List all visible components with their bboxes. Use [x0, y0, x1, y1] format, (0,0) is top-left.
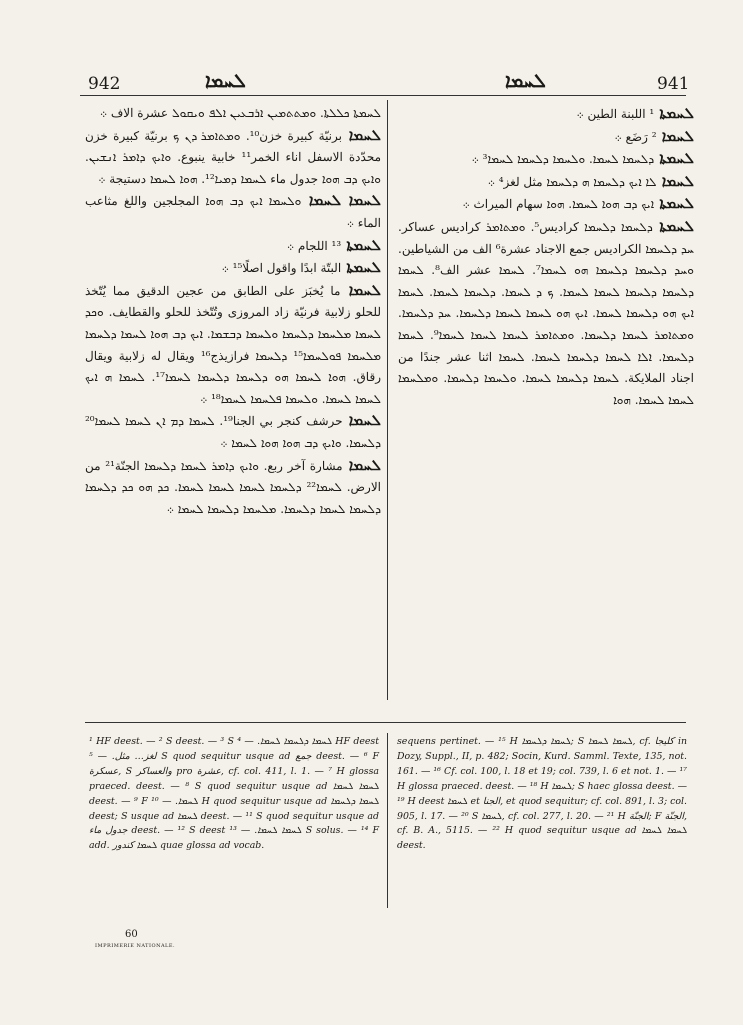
entry-lemma: ܠܚܡܬܐ [654, 149, 694, 168]
footnotes-left [89, 735, 379, 854]
entry-lemma: ܠܚܡܐ [340, 280, 381, 299]
entry-lemma: ܠܚܡܐ [342, 455, 381, 474]
footnote-divider [387, 733, 388, 908]
entry-text: ܘܠܚܡܐ ܐܝܟ ܕܒ ܗܘܐ المجلجين واللغ مثاعب الماء ܀ [85, 194, 381, 230]
entry-lemma: ܠܚܡܬܐ [652, 216, 694, 235]
dictionary-entry [85, 257, 381, 280]
footnote-text: sequens pertinet. — ¹⁵ H ܠܚܡܐ ܕܠܚܡܐ; S ܠܚܡܐ ܠܚܡܐ, cf. كليجا in Dozy, Suppl., II, p. 482; Socin, Kurd. Samml. Texte, 135, not. 161. — ¹⁶ Cf. col. 100, l. 18 et 19; col. 739, l. 6 et not. 1. — ¹⁷ H glossa praeced. deest. — ¹⁸ H ܠܚܡܐ; S haec glossa deest. — ¹⁹ H deest ܠܚܡܐ et الجنا, et quod sequitur; cf. col. 891, l. 3; col. 905, l. 17. — ²⁰ S ܠܚܡܐ, cf. col. 277, l. 20. — ²¹ H الجنّة; F الجنّة, cf. B. A., 5115. — ²² H quod sequitur usque ad ܠܚܡܐ ܠܚܡܐ deest. [397, 736, 687, 852]
entry-lemma: ܠܚܡܬܐ [341, 235, 381, 254]
dictionary-entry [85, 235, 381, 258]
footnote-text: ¹ HF deest. — ² S deest. — ³ S ܠܚܡܐ ܕܠܚܡܐ ܠܚܡܐ. — ⁴ HF deest لغز… مثل. — ⁵ S quod sequitur usque ad جمع deest. — ⁶ F عسكرة, S والعساكر pro عشرة, cf. col. 411, l. 1. — ⁷ H glossa praeced. deest. — ⁸ S quod sequitur usque ad ܠܚܡܐ ܠܚܡܐ deest. — ⁹ F ܠܚܡܐ. — ¹⁰ H quod sequitur usque ad ܠܚܡܐ ܕܠܚܡܐ deest; S usque ad ܠܚܡܐ deest. — ¹¹ S quod sequitur usque ad جدول ماء deest. — ¹² S deest ܠܚܡܐ ܠܚܡܐ. — ¹³ S solus. — ¹⁴ F add. ܠܚܡܐ كندور quae glossa ad vocab. [89, 736, 380, 852]
right-running-title: ܠܚܡܐ [505, 70, 546, 92]
entry-text: ܐܝܟ ܕܒ ܗܘܐ ܠܚܡܐ. ܗܘܐ سهام الميراث ܀ [462, 197, 655, 212]
dictionary-entry [85, 125, 381, 191]
entry-text: ما يُخبَز على الطابق من عجين الدقيق مما يُتّخذ للحلو زلابية فرنيّة زاد المروزى وتُتّخذ للحلو والقطايف. ܘܟܕ ܠܚܡܐ ܡܠܚܡܐ ܕܠܚܡܐ ܘܠܚܡܐ ܕܒܫܡܐ. ܐܝܟ ܕܒ ܗܘܐ ܠܚܡܐ ܕܠܚܡܐ ܡܠܚܡܐ ܦܘܠܚܡܐ¹⁵ ܕܠܚܡܐ فرازيذج¹⁶ ويقال له زلابية ويقال رقاق. ܗܘܐ ܠܚܡܐ ܗܘ ܕܠܚܡܐ ܕܠܚܡܐ ܠܚܡܐ¹⁷. ܠܚܡܐ ܗ ܐܝܟ ܠܚܡܐ ܠܚܡܐ. ܘܠܚܡܐ ܦܠܚܡܐ ܠܚܡܐ¹⁸ ܀ [85, 283, 381, 406]
entry-lemma: ܠܚܡܬܐ [654, 194, 694, 213]
dictionary-entry [398, 216, 694, 411]
left-column [85, 103, 381, 703]
left-running-title: ܠܚܡܐ [205, 70, 246, 92]
right-column [398, 103, 694, 703]
entry-text: البتّة ابدًا واقول اصلًا¹⁵ ܀ [221, 261, 342, 276]
footnote-rule [85, 722, 686, 723]
dictionary-entry [85, 280, 381, 411]
entry-text: ܠܚܡܬܐ ܟܠܠܬܐ. ܘܡܬܬܡܝܢ ܐܪܒܥܝܢ ܐܠܦ ܘܝܩܘܠ عشرة الاف ܀ [99, 106, 381, 120]
dictionary-entry [85, 103, 381, 125]
dictionary-entry [398, 193, 694, 216]
entry-lemma: ܠܚܡܬܐ [341, 258, 381, 277]
entry-lemma: ܠܚܡܬܐ [654, 104, 694, 122]
entry-text: ܕܠܚܡܐ ܠܚܡܐ. ܘܠܚܡܐ ܕܠܚܡܐ ܠܚܡܐ³ ܀ [471, 152, 655, 167]
left-page-number: 942 [88, 74, 121, 94]
entry-lemma: ܠܚܡܐ [342, 125, 381, 144]
entry-lemma: ܠܚܡܐ [656, 171, 694, 190]
entry-lemma: ܠܚܡܐ [342, 411, 381, 430]
entry-text: ܠܐ ܐܝܟ ܕܠܚܡܐ ܗ ܕܠܚܡܐ مثل لغز⁴ ܀ [487, 174, 657, 189]
entry-text: ܕܠܚܡܐ ܕܠܚܡܐ كراديس⁵. ܘܡܬܐܡܪ كراديس عساكر. ܚܕ ܕܠܚܡܐ الكراديس جمع الاجناد عشرة⁶ الف من الشياطين. ܘܚܕ ܕܠܚܡܐ ܕܠܚܡܐ ܗܘ ܠܚܡܐ⁷. ܠܚܡܐ عشر الف⁸. ܠܚܡܐ ܕܠܚܡܐ ܕܠܚܡܐ ܠܚܡܐ ܠܚܡܐ. ܟ ܕ ܠܚܡܐ. ܕܠܚܡܐ ܠܚܡܐ. ܠܚܡܐ ܐܝܟ ܗܘ ܕܠܚܡܐ ܠܚܡܐ. ܐܝܟ ܗܘ ܠܚܡܐ ܠܚܡܐ ܕܠܚܡܐ. ܚܕ ܕܠܚܡܐ. ܘܡܬܐܡܪ ܠܚܡܐ ܕܠܚܡܐ. ܘܡܬܐܡܪ ܠܚܡܐ ܠܚܡܐ ܠܚܡܐ⁹. ܠܚܡܐ ܕܠܚܡܐ. ܐܠܐ ܠܚܡܐ ܕܠܚܡܐ ܠܚܡܐ. ܠܚܡܐ اثنا عشر جندًا من اجناد الملايكة. ܠܚܡܐ ܕܠܚܡܐ ܠܚܡܐ. ܘܠܚܡܐ ܕܠܚܡܐ. ܘܡܠܚܡܐ ܠܚܡܐ ܠܚܡܐ. ܗܘܐ [398, 219, 694, 407]
entry-lemma: ܠܚܡܐ [656, 126, 694, 145]
dictionary-entry [85, 190, 381, 234]
dictionary-entry [85, 410, 381, 454]
printer-imprint: IMPRIMERIE NATIONALE. [95, 943, 176, 949]
entry-text: مشارة آخر ربع. ܘܐܝܟ ܕܐܡܪ ܠܚܡܐ ܕܠܚܡܐ الجنّة²¹ من الارض. ܠܚܡܐ²² ܕܠܚܡܐ ܠܚܡܐ ܠܚܡܐ ܠܚܡܐ. ܟܕ ܗܘ ܟܕ ܕܠܚܡܐ ܕܠܚܡܐ ܠܚܡܐ ܕܠܚܡܐ. ܡܠܚܡܐ ܕܠܚܡܐ ܠܚܡܐ ܀ [85, 458, 381, 516]
entry-text: ¹³ اللجام ܀ [286, 238, 342, 253]
dictionary-entry [398, 126, 694, 149]
entry-text: حرشف كنجر بي الجنا¹⁹. ܠܚܡܐ ܕܡ ܐܢ ܠܚܡܐ ܠܚܡܐ²⁰ ܕܠܚܡܐ. ܘܐܝܟ ܕܒ ܗܘܐ ܗܘܐ ܠܚܡܐ ܀ [85, 414, 381, 450]
dictionary-entry [398, 171, 694, 194]
dictionary-entry [85, 455, 381, 521]
dictionary-entry [398, 103, 694, 126]
sheet-number: 60 [125, 929, 138, 940]
entry-text: ² رَضَع ܀ [614, 129, 657, 144]
entry-text: برنيّة كبيرة خزن¹⁰. ܘܡܬܐܡܪ ܕܢ ܟ برنيّة كبيرة خزن محدّدة الاسفل اناء الخمر¹¹ خابية ينبوع. ܘܐܝܟ ܕܐܡܪ ܐܢܫܝܢ. ܘܐܝܟ ܕܒ ܗܘܐ جدول ماء ܠܚܡܐ ܕܡܝܐ¹². ܗܘܐ ܠܚܡܐ دستيجة ܀ [85, 128, 381, 186]
dictionary-entry [398, 148, 694, 171]
entry-text: ¹ اللبنة الطين ܀ [576, 107, 655, 121]
header-rule [80, 95, 686, 96]
entry-lemma: ܠܚܡܐ ܠܚܡܐ [301, 191, 381, 210]
right-page-number: 941 [657, 74, 690, 94]
column-divider [387, 100, 388, 700]
footnotes-right [397, 735, 687, 854]
